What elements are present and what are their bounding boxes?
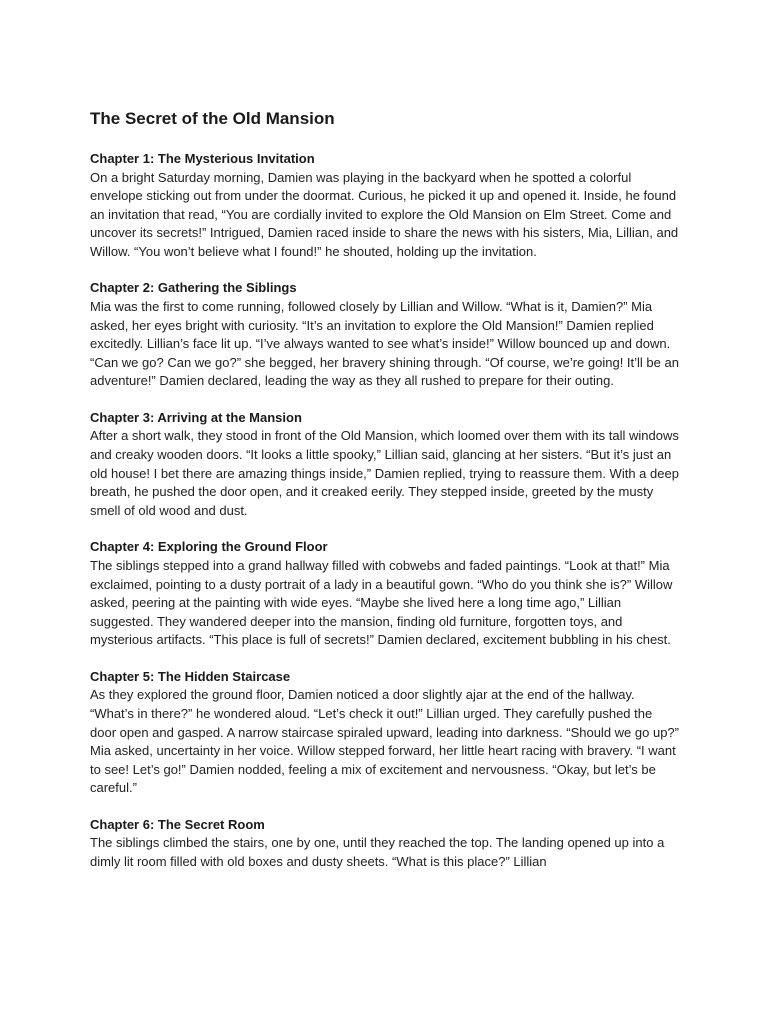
chapter-1	[90, 150, 680, 261]
chapter-heading: Chapter 4: Exploring the Ground Floor	[90, 539, 328, 555]
chapter-paragraph: The siblings stepped into a grand hallway filled with cobwebs and faded paintings. “Look at that!” Mia exclaimed, pointing to a dusty portrait of a lady in a beautiful gown. “Who do you think she is?” Willow asked, peering at the painting with wide eyes. “Maybe she lived here a long time ago,” Lillian suggested. They wandered deeper into the mansion, finding old furniture, forgotten toys, and mysterious artifacts. “This place is full of secrets!” Damien declared, excitement bubbling in his chest.	[90, 557, 673, 648]
chapter-heading: Chapter 6: The Secret Room	[90, 816, 265, 832]
chapter-paragraph: Mia was the first to come running, followed closely by Lillian and Willow. “What is it, Damien?” Mia asked, her eyes bright with curiosity. “It’s an invitation to explore the Old Mansion!” Damien replied excitedly. Lillian’s face lit up. “I’ve always wanted to see what’s inside!” Willow bounced up and down. “Can we go? Can we go?” she begged, her bravery shining through. “Of course, we’re going! It’ll be an adventure!” Damien declared, leading the way as they all rushed to prepare for their outing.	[90, 298, 679, 389]
chapter-paragraph: As they explored the ground floor, Damien noticed a door slightly ajar at the end of the hallway. “What’s in there?” he wondered aloud. “Let’s check it out!” Lillian urged. They carefully pushed the door open and gasped. A narrow staircase spiraled upward, leading into darkness. “Should we go up?” Mia asked, uncertainty in her voice. Willow stepped forward, her little heart racing with bravery. “I want to see! Let’s go!” Damien nodded, feeling a mix of excitement and nervousness. “Okay, but let’s be careful.”	[90, 687, 679, 796]
chapter-paragraph: On a bright Saturday morning, Damien was playing in the backyard when he spotted a colorful envelope sticking out from under the doormat. Curious, he picked it up and opened it. Inside, he found an invitation that read, “You are cordially invited to explore the Old Mansion on Elm Street. Come and uncover its secrets!” Intrigued, Damien raced inside to share the news with his sisters, Mia, Lillian, and Willow. “You won’t believe what I found!” he shouted, holding up the invitation.	[90, 169, 679, 259]
chapter-5	[90, 668, 680, 798]
chapter-4	[90, 538, 680, 649]
chapter-paragraph: After a short walk, they stood in front of the Old Mansion, which loomed over them with its tall windows and creaky wooden doors. “It looks a little spooky,” Lillian said, glancing at her sisters. “But it’s just an old house! I bet there are amazing things inside,” Damien replied, trying to reassure them. With a deep breath, he pushed the door open, and it creaked eerily. They stepped inside, greeted by the musty smell of old wood and dust.	[90, 428, 679, 518]
document-title: The Secret of the Old Mansion	[90, 109, 335, 128]
chapter-heading: Chapter 5: The Hidden Staircase	[90, 668, 291, 684]
chapter-heading: Chapter 2: Gathering the Siblings	[90, 280, 297, 296]
chapter-3	[90, 409, 680, 520]
chapter-6	[90, 816, 680, 872]
chapter-heading: Chapter 3: Arriving at the Mansion	[90, 409, 302, 425]
chapter-paragraph: The siblings climbed the stairs, one by one, until they reached the top. The landing opened up into a dimly lit room filled with old boxes and dusty sheets. “What is this place?” Lillian	[90, 835, 665, 870]
document-page	[90, 104, 680, 890]
chapter-heading: Chapter 1: The Mysterious Invitation	[90, 151, 315, 166]
chapter-2	[90, 279, 680, 390]
